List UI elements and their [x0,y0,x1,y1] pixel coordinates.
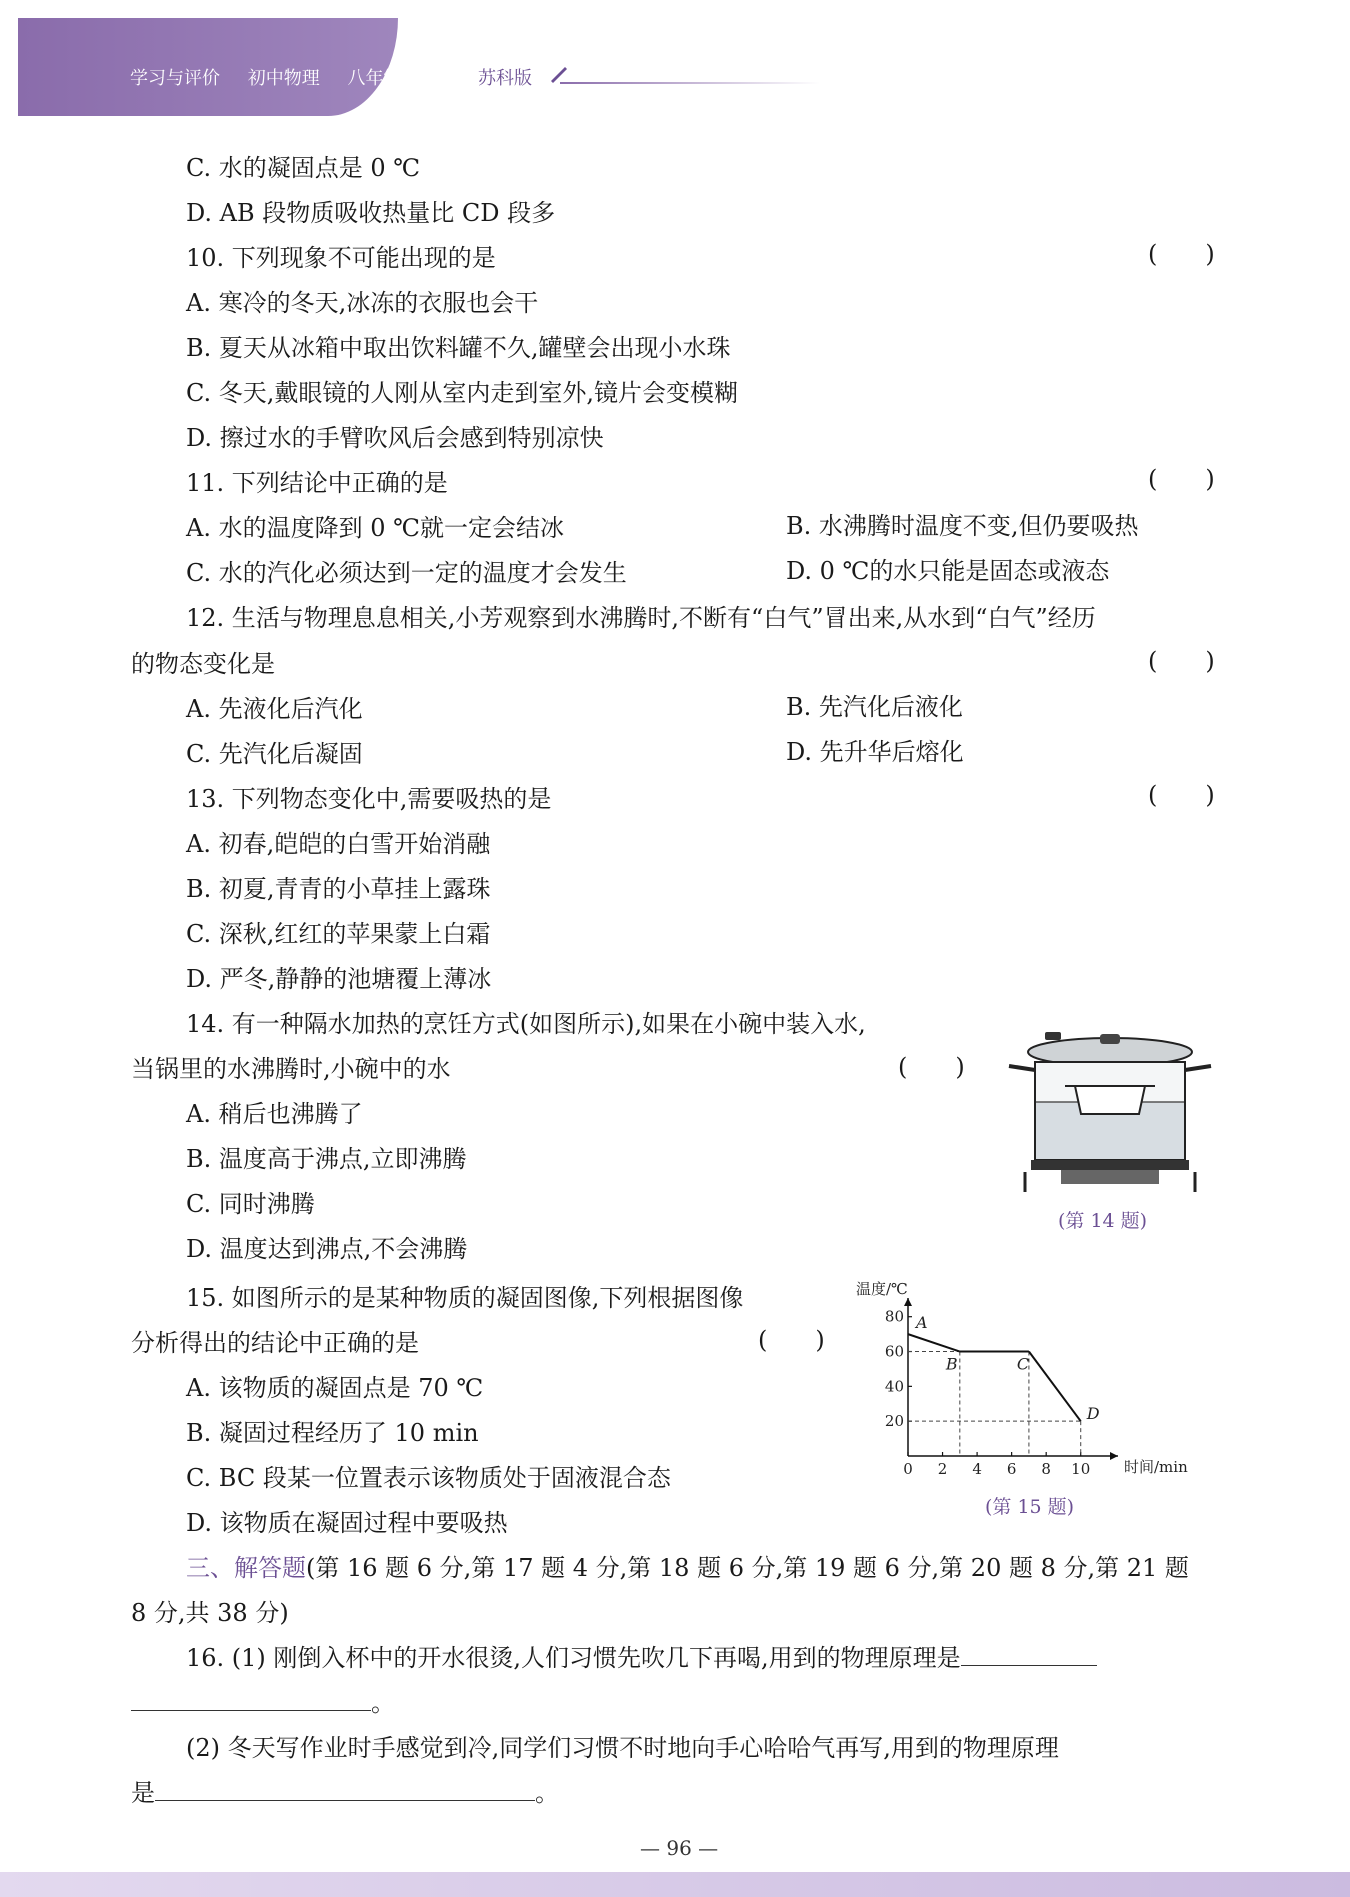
q15-answer-paren[interactable]: ( ) [758,1326,825,1354]
q9-option-c: C. 水的凝固点是 0 ℃ [186,154,421,182]
q11-stem: 11. 下列结论中正确的是 [186,469,448,497]
q10-option-d: D. 擦过水的手臂吹风后会感到特别凉快 [186,424,604,452]
q16-part1-cont [131,1687,395,1719]
q16-part2-cont [131,1777,559,1809]
q14-option-c: C. 同时沸腾 [186,1190,315,1218]
header-edition: 苏科版 [478,68,532,89]
q13-option-a: A. 初春,皑皑的白雪开始消融 [186,830,491,858]
q16-part1-text: 16. (1) 刚倒入杯中的开水很烫,人们习惯先吹几下再喝,用到的物理原理是 [186,1644,961,1672]
q16-part2-end: 。 [535,1779,559,1807]
y-tick-label-80: 80 [884,1307,904,1326]
q12-option-a: A. 先液化后汽化 [186,695,363,723]
q11-answer-paren[interactable]: ( ) [1148,465,1215,493]
q11-option-d: D. 0 ℃的水只能是固态或液态 [786,557,1110,585]
q12-option-d: D. 先升华后熔化 [786,738,964,766]
q12-stem-line1: 12. 生活与物理息息相关,小芳观察到水沸腾时,不断有“白气”冒出来,从水到“白气”经历 [186,604,1096,632]
q12-answer-paren[interactable]: ( ) [1148,647,1215,675]
point-label-D: D [1086,1404,1100,1424]
q15-stem-line1: 15. 如图所示的是某种物质的凝固图像,下列根据图像 [186,1284,744,1312]
q10-stem: 10. 下列现象不可能出现的是 [186,244,496,272]
x-tick-label-2: 2 [937,1460,948,1478]
x-tick-label-6: 6 [1006,1460,1017,1478]
q15-stem-line2: 分析得出的结论中正确的是 [131,1329,419,1357]
section-3-title: 三、解答题 [186,1554,306,1582]
page-number: — 96 — [640,1836,719,1860]
q10-answer-paren[interactable]: ( ) [1148,240,1215,268]
y-tick-label-60: 60 [884,1342,904,1361]
y-axis-arrow [904,1298,912,1306]
q16-part1 [186,1642,1097,1674]
pen-icon [548,62,570,84]
figure-15-caption: (第 15 题) [985,1496,1075,1518]
q13-option-c: C. 深秋,红红的苹果蒙上白霜 [186,920,491,948]
q11-option-b: B. 水沸腾时温度不变,但仍要吸热 [786,512,1139,540]
point-label-A: A [916,1313,928,1333]
q11-option-a: A. 水的温度降到 0 ℃就一定会结冰 [186,514,564,542]
section-3-heading [186,1552,1189,1584]
header-item-2: 初中物理 [247,68,320,89]
q12-stem-line2: 的物态变化是 [131,650,275,678]
q16-answer-blank-1-cont[interactable] [131,1688,371,1711]
header-item-1: 学习与评价 [130,68,220,89]
q12-option-c: C. 先汽化后凝固 [186,740,363,768]
x-tick-label-4: 4 [972,1460,982,1478]
q14-answer-paren[interactable]: ( ) [898,1053,965,1081]
q14-option-b: B. 温度高于沸点,立即沸腾 [186,1145,467,1173]
header-series [130,64,459,90]
x-axis-arrow [1110,1452,1118,1460]
q16-answer-blank-2[interactable] [155,1778,535,1801]
series-segment-CD [1029,1352,1081,1422]
q9-option-d: D. AB 段物质吸收热量比 CD 段多 [186,199,556,227]
q15-option-d: D. 该物质在凝固过程中要吸热 [186,1509,508,1537]
point-label-B: B [945,1354,958,1374]
q14-option-d: D. 温度达到沸点,不会沸腾 [186,1235,468,1263]
section-3-info-line2: 8 分,共 38 分) [131,1599,289,1627]
chart-y-axis-label: 温度/℃ [856,1280,908,1298]
section-3-info: (第 16 题 6 分,第 17 题 4 分,第 18 题 6 分,第 19 题 6 分,第 20 题 8 分,第 21 题 [306,1554,1189,1582]
y-tick-label-40: 40 [884,1377,904,1396]
q14-stem-line2: 当锅里的水沸腾时,小碗中的水 [131,1055,451,1083]
q10-option-b: B. 夏天从冰箱中取出饮料罐不久,罐壁会出现小水珠 [186,334,731,362]
q14-stem-line1: 14. 有一种隔水加热的烹饪方式(如图所示),如果在小碗中装入水, [186,1010,866,1038]
q15-option-a: A. 该物质的凝固点是 70 ℃ [186,1374,484,1402]
q13-option-d: D. 严冬,静静的池塘覆上薄冰 [186,965,492,993]
x-tick-label-10: 10 [1071,1460,1091,1478]
solidification-graph [850,1276,1220,1496]
header-item-3: 八年级上册 [347,68,438,89]
chart-x-axis-label: 时间/min [1124,1458,1188,1476]
q16-answer-blank-1[interactable] [961,1643,1097,1666]
q16-part1-end: 。 [371,1689,395,1717]
q13-stem: 13. 下列物态变化中,需要吸热的是 [186,785,552,813]
figure-14-caption: (第 14 题) [1058,1210,1148,1232]
point-label-C: C [1016,1354,1030,1374]
q13-option-b: B. 初夏,青青的小草挂上露珠 [186,875,491,903]
footer-band [0,1872,1350,1897]
double-boiler-figure [1005,1022,1215,1197]
q16-part2-lead: 是 [131,1779,155,1807]
q10-option-c: C. 冬天,戴眼镜的人刚从室内走到室外,镜片会变模糊 [186,379,739,407]
header-rule [560,82,820,84]
q10-option-a: A. 寒冷的冬天,冰冻的衣服也会干 [186,289,539,317]
x-tick-label-0: 0 [903,1460,913,1478]
q15-option-b: B. 凝固过程经历了 10 min [186,1419,479,1447]
series-segment-AB [908,1334,960,1351]
q12-option-b: B. 先汽化后液化 [786,693,963,721]
q15-option-c: C. BC 段某一位置表示该物质处于固液混合态 [186,1464,671,1492]
q13-answer-paren[interactable]: ( ) [1148,781,1215,809]
y-tick-label-20: 20 [884,1412,904,1431]
q11-option-c: C. 水的汽化必须达到一定的温度才会发生 [186,559,627,587]
q14-option-a: A. 稍后也沸腾了 [186,1100,363,1128]
x-tick-label-8: 8 [1041,1460,1051,1478]
q16-part2: (2) 冬天写作业时手感觉到冷,同学们习惯不时地向手心哈哈气再写,用到的物理原理 [186,1734,1059,1762]
